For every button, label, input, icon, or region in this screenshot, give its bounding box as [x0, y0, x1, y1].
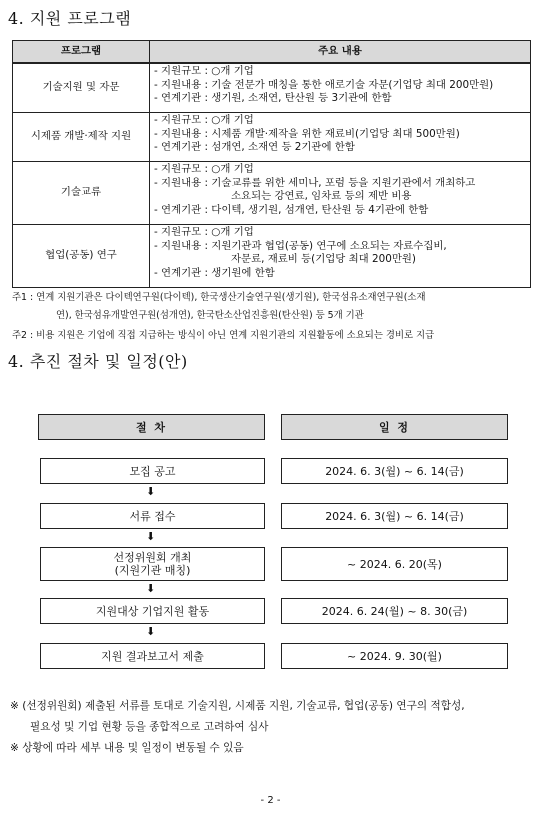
flow-header-date: 일 정 — [281, 414, 508, 440]
flow-step: 서류 접수 — [40, 503, 265, 529]
program-table — [12, 40, 531, 288]
flow-date: 2024. 6. 24(월) ~ 8. 30(금) — [281, 598, 508, 624]
program-content — [150, 162, 531, 225]
content-line: - 지원내용 : 기술교류를 위한 세미나, 포럼 등을 지원기관에서 개최하고 — [154, 176, 476, 189]
content-line: - 연계기관 : 다이텍, 생기원, 섬개연, 탄산원 등 4기관에 한함 — [154, 204, 429, 217]
flow-header-step: 절 차 — [38, 414, 265, 440]
footnote-1: ※ (선정위원회) 제출된 서류를 토대로 기술지원, 시제품 지원, 기술교류, 협업(공동) 연구의 적합성, — [10, 700, 465, 712]
program-name: 협업(공동) 연구 — [13, 225, 150, 288]
content-line: - 연계기관 : 섬개연, 소재연 등 2기관에 한함 — [154, 141, 355, 154]
flow-step-line: (지원기관 매칭) — [114, 564, 191, 577]
header-program: 프로그램 — [13, 41, 150, 64]
content-line: - 지원규모 : ○개 기업 — [154, 163, 254, 175]
program-name: 기술지원 및 자문 — [13, 63, 150, 113]
note-1-continued: 연), 한국섬유개발연구원(섬개연), 한국탄소산업진흥원(탄산원) 등 5개 기관 — [56, 310, 364, 321]
content-line: - 지원내용 : 시제품 개발·제작을 위한 재료비(기업당 최대 500만원) — [154, 127, 460, 140]
program-name: 기술교류 — [13, 162, 150, 225]
content-line: - 연계기관 : 생기원, 소재연, 탄산원 등 3기관에 한함 — [154, 92, 392, 105]
content-line: - 연계기관 : 생기원에 한함 — [154, 267, 275, 280]
content-line: 자문료, 재료비 등(기업당 최대 200만원) — [231, 253, 416, 266]
page-number: - 2 - — [260, 795, 281, 806]
table-header-row — [13, 41, 531, 64]
note-2: 주2 : 비용 지원은 기업에 직접 지급하는 방식이 아닌 연계 지원기관의 지원활동에 소요되는 경비로 지급 — [12, 330, 435, 341]
program-content — [150, 225, 531, 288]
flow-step-line: 선정위원회 개최 — [113, 551, 192, 564]
flow-step: 지원대상 기업지원 활동 — [40, 598, 265, 624]
arrow-down-icon: ⬇ — [146, 530, 156, 543]
content-line: - 지원규모 : ○개 기업 — [154, 114, 254, 126]
footnote-2: ※ 상황에 따라 세부 내용 및 일정이 변동될 수 있음 — [10, 742, 244, 754]
program-content — [150, 63, 531, 113]
table-row — [13, 225, 531, 288]
flow-step — [40, 547, 265, 581]
footnote-1-continued: 필요성 및 기업 현황 등을 종합적으로 고려하여 심사 — [30, 721, 269, 733]
program-name: 시제품 개발·제작 지원 — [13, 113, 150, 162]
content-line: - 지원내용 : 지원기관과 협업(공동) 연구에 소요되는 자료수집비, — [154, 239, 447, 252]
flow-date: ~ 2024. 6. 20(목) — [281, 547, 508, 581]
section-title-program: 4. 지원 프로그램 — [8, 9, 132, 28]
arrow-down-icon: ⬇ — [146, 625, 156, 638]
arrow-down-icon: ⬇ — [146, 485, 156, 498]
table-row — [13, 162, 531, 225]
content-line: 소요되는 강연료, 임차료 등의 제반 비용 — [231, 190, 412, 203]
table-row — [13, 63, 531, 113]
content-line: - 지원내용 : 기술 전문가 매칭을 통한 애로기술 자문(기업당 최대 200만원) — [154, 78, 494, 91]
content-line: - 지원규모 : ○개 기업 — [154, 65, 254, 77]
flow-step: 지원 결과보고서 제출 — [40, 643, 265, 669]
note-1: 주1 : 연계 지원기관은 다이텍연구원(다이텍), 한국생산기술연구원(생기원), 한국섬유소재연구원(소재 — [12, 292, 426, 303]
table-row — [13, 113, 531, 162]
arrow-down-icon: ⬇ — [146, 582, 156, 595]
flow-date: ~ 2024. 9. 30(월) — [281, 643, 508, 669]
flow-date: 2024. 6. 3(월) ~ 6. 14(금) — [281, 503, 508, 529]
program-content — [150, 113, 531, 162]
header-content: 주요 내용 — [150, 41, 531, 64]
content-line: - 지원규모 : ○개 기업 — [154, 226, 254, 238]
flow-date: 2024. 6. 3(월) ~ 6. 14(금) — [281, 458, 508, 484]
flow-step: 모집 공고 — [40, 458, 265, 484]
section-title-schedule: 4. 추진 절차 및 일정(안) — [8, 352, 188, 371]
